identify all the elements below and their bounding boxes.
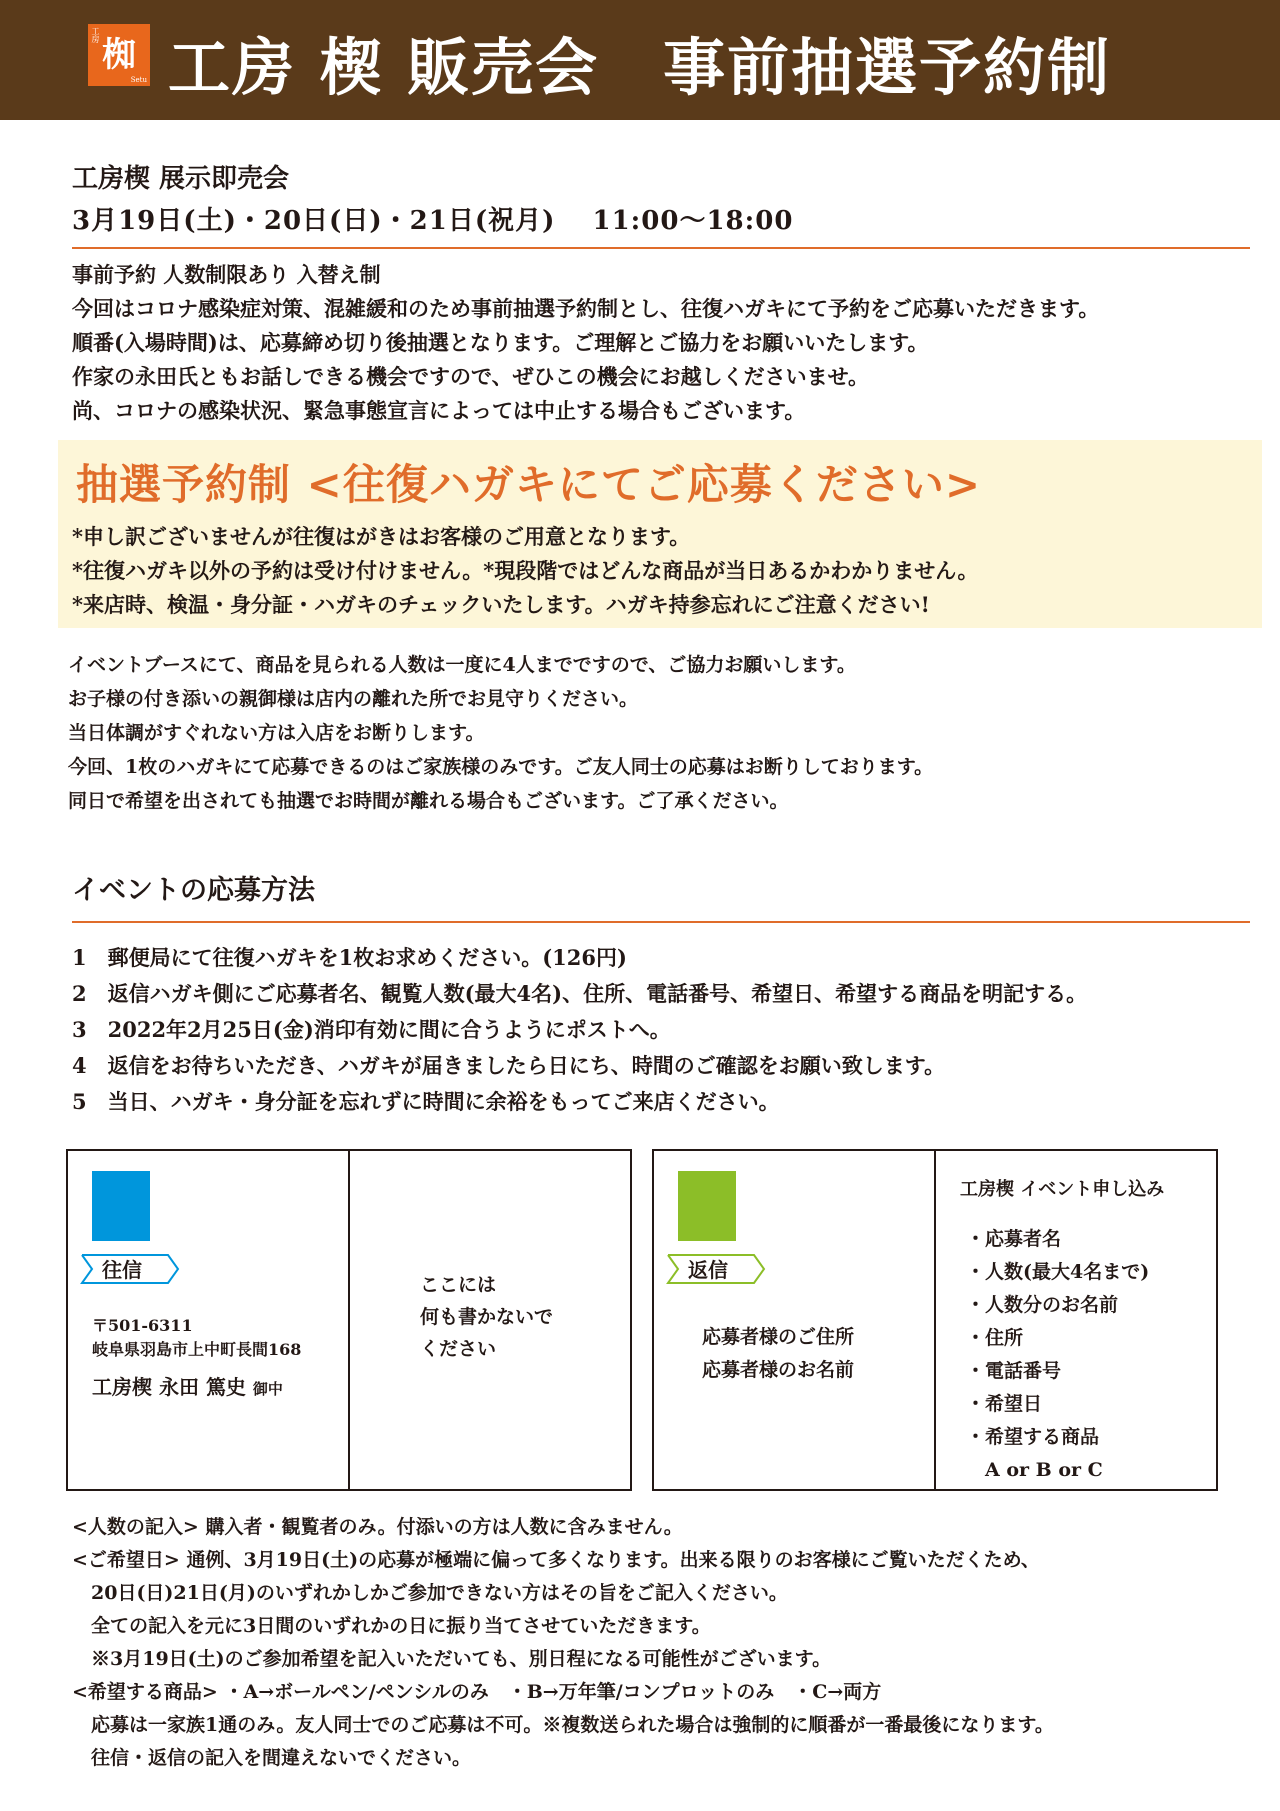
back-instruction: [420, 1269, 553, 1365]
outgoing-tag-label: 往信: [102, 1258, 142, 1282]
step-item: 5 当日、ハガキ・身分証を忘れずに時間に余裕をもってご来店ください。: [72, 1089, 780, 1114]
rule-line: 同日で希望を出されても抽選でお時間が離れる場合もございます。ご了承ください。: [68, 790, 789, 812]
intro-line: 今回はコロナ感染症対策、混雑緩和のため事前抽選予約制とし、往復ハガキにて予約をご応募いただきます。: [72, 296, 1100, 321]
notice-line: *申し訳ございませんが往復はがきはお客様のご用意となります。: [72, 524, 691, 549]
form-field: A or B or C: [966, 1459, 1103, 1481]
rule-line: お子様の付き添いの親御様は店内の離れた所でお見守りください。: [68, 688, 639, 710]
postcard-outgoing: [66, 1149, 632, 1491]
form-field: ・人数分のお名前: [966, 1294, 1119, 1316]
step-item: 2 返信ハガキ側にご応募者名、観覧人数(最大4名)、住所、電話番号、希望日、希望する商品を明記する。: [72, 981, 1088, 1006]
recipient-line: [92, 1371, 283, 1400]
rule-line: 当日体調がすぐれない方は入店をお断りします。: [68, 722, 485, 744]
reply-address-line: 応募者様のご住所: [702, 1326, 855, 1348]
logo-char: 椥: [102, 35, 136, 75]
form-field: ・希望する商品: [966, 1426, 1100, 1448]
reply-address-line: 応募者様のお名前: [702, 1359, 855, 1381]
intro-line: 事前予約 人数制限あり 入替え制: [72, 262, 381, 287]
header-banner: [0, 0, 1280, 120]
postcard-reply: [652, 1149, 1218, 1491]
notes-list: [72, 1511, 1054, 1775]
intro-line: 尚、コロナの感染状況、緊急事態宣言によっては中止する場合もございます。: [72, 398, 806, 423]
method-title: イベントの応募方法: [72, 875, 315, 906]
form-field: ・人数(最大4名まで): [966, 1261, 1150, 1283]
form-field: ・応募者名: [966, 1228, 1062, 1250]
event-date-time: 3月19日(土)・20日(日)・21日(祝月) 11:00～18:00: [72, 206, 794, 236]
reply-address-block: [702, 1321, 854, 1387]
step-item: 4 返信をお待ちいただき、ハガキが届きましたら日にち、時間のご確認をお願い致します。: [72, 1053, 946, 1078]
notice-line: *往復ハガキ以外の予約は受け付けません。*現段階ではどんな商品が当日あるかわかりません。: [72, 558, 979, 583]
card-divider: [348, 1151, 350, 1489]
form-field: ・希望日: [966, 1393, 1043, 1415]
method-steps: [72, 940, 1087, 1120]
notice-title: 抽選予約制 <往復ハガキにてご応募ください>: [76, 460, 982, 509]
form-field: ・電話番号: [966, 1360, 1062, 1382]
rules-list: [68, 648, 933, 818]
recipient-name: 工房楔 永田 篤史: [92, 1375, 246, 1399]
form-fields: [966, 1223, 1149, 1487]
reply-tag-label: 返信: [688, 1258, 728, 1282]
stamp-placeholder-blue: [92, 1171, 150, 1241]
note-line: <ご希望日> 通例、3月19日(土)の応募が極端に偏って多くなります。出来る限りのお客様にご覧いただくため、: [72, 1549, 1040, 1571]
postal-code: 〒501-6311: [92, 1316, 193, 1335]
form-title: 工房楔 イベント申し込み: [960, 1179, 1165, 1200]
rule-line: 今回、1枚のハガキにて応募できるのはご家族様のみです。ご友人同士の応募はお断りしております。: [68, 756, 934, 778]
step-item: 1 郵便局にて往復ハガキを1枚お求めください。(126円): [72, 945, 627, 970]
note-line: ※3月19日(土)のご参加希望を記入いただいても、別日程になる可能性がございます。: [72, 1648, 832, 1670]
note-line: 全ての記入を元に3日間のいずれかの日に振り当てさせていただきます。: [72, 1615, 711, 1637]
step-item: 3 2022年2月25日(金)消印有効に間に合うようにポストへ。: [72, 1017, 671, 1042]
back-line: ここには: [420, 1274, 497, 1296]
intro-paragraph: [72, 258, 1099, 428]
notice-line: *来店時、検温・身分証・ハガキのチェックいたします。ハガキ持参忘れにご注意ください!: [72, 592, 930, 617]
divider: [72, 921, 1250, 923]
back-line: 何も書かないで: [420, 1306, 554, 1328]
notice-lines: [72, 520, 978, 622]
address: 岐阜県羽島市上中町長間168: [92, 1340, 302, 1359]
brand-logo: [88, 24, 150, 86]
logo-sub-text: Setu: [130, 76, 147, 84]
note-line: <人数の記入> 購入者・観覧者のみ。付添いの方は人数に含みません。: [72, 1516, 683, 1538]
note-line: 往信・返信の記入を間違えないでください。: [72, 1747, 472, 1769]
intro-line: 順番(入場時間)は、応募締め切り後抽選となります。ご理解とご協力をお願いいたします。: [72, 330, 929, 355]
back-line: ください: [420, 1338, 497, 1360]
intro-line: 作家の永田氏ともお話しできる機会ですので、ぜひこの機会にお越しくださいませ。: [72, 364, 869, 389]
event-name: 工房楔 展示即売会: [72, 164, 290, 194]
recipient-honorific: 御中: [252, 1380, 283, 1398]
card-divider: [934, 1151, 936, 1489]
form-field: ・住所: [966, 1327, 1024, 1349]
note-line: 応募は一家族1通のみ。友人同士でのご応募は不可。※複数送られた場合は強制的に順番が一番最後になります。: [72, 1714, 1054, 1736]
stamp-placeholder-green: [678, 1171, 736, 1241]
note-line: <希望する商品> ・A→ボールペン/ペンシルのみ ・B→万年筆/コンプロットのみ ・C→両方: [72, 1681, 882, 1703]
logo-small-text: 工房: [91, 27, 100, 43]
page-title: 工房 楔 販売会 事前抽選予約制: [168, 31, 1112, 104]
note-line: 20日(日)21日(月)のいずれかしかご参加できない方はその旨をご記入ください。: [72, 1582, 788, 1604]
rule-line: イベントブースにて、商品を見られる人数は一度に4人までですので、ご協力お願いします。: [68, 654, 856, 676]
divider: [72, 247, 1250, 249]
